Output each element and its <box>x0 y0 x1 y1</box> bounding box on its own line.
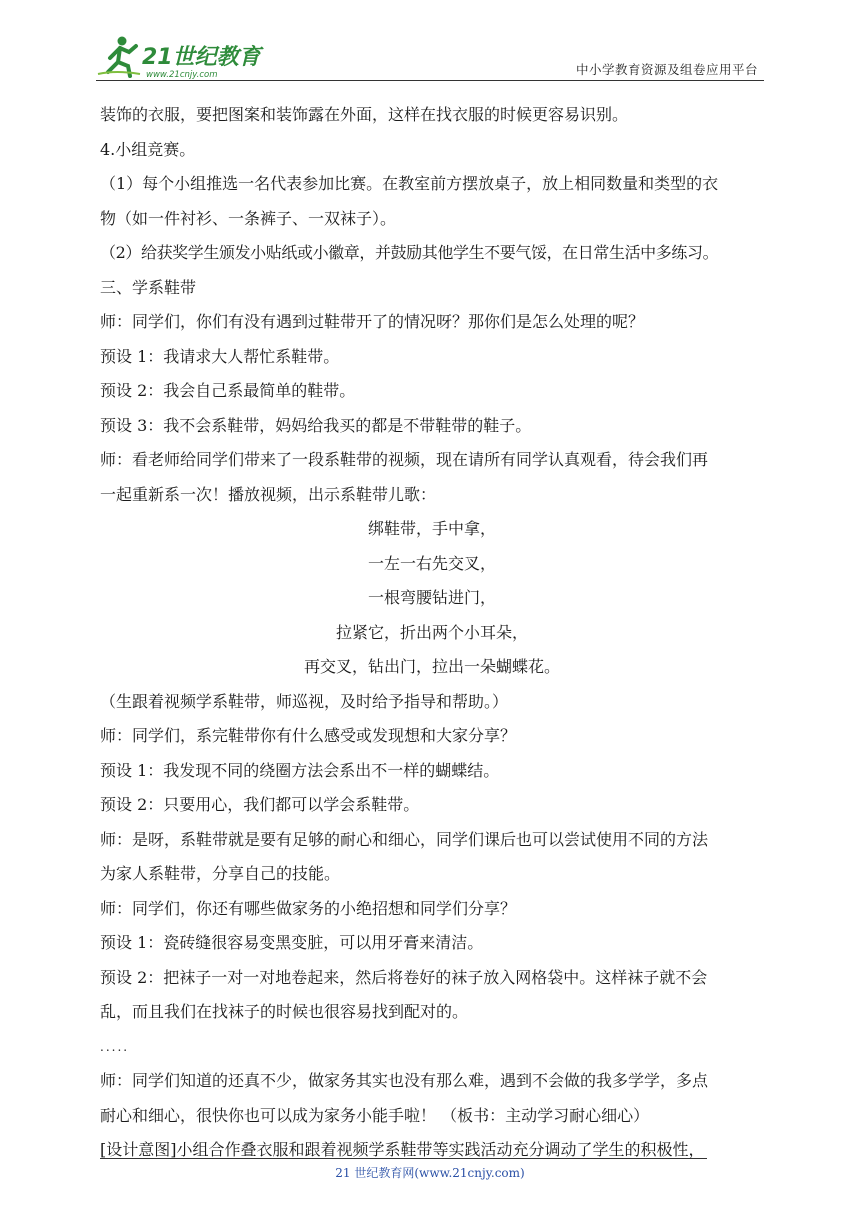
text-line: 师：同学们，你还有哪些做家务的小绝招想和同学们分享？ <box>100 898 517 918</box>
text-line: [设计意图]小组合作叠衣服和跟着视频学系鞋带等实践活动充分调动了学生的积极性， <box>100 1140 705 1159</box>
text-line: 预设 1：我请求大人帮忙系鞋带。 <box>100 346 340 366</box>
logo-text: 21世纪教育 <box>142 45 261 70</box>
logo <box>96 34 271 80</box>
text-line: 预设 3：我不会系鞋带，妈妈给我买的都是不带鞋带的鞋子。 <box>100 415 532 435</box>
poem-line: 绑鞋带，手中拿， <box>367 519 496 538</box>
text-line: （2）给获奖学生颁发小贴纸或小徽章，并鼓励其他学生不要气馁，在日常生活中多练习。 <box>100 243 719 262</box>
text-line: 耐心和细心，很快你也可以成为家务小能手啦！ （板书：主动学习耐心细心） <box>100 1105 650 1125</box>
footer-divider <box>100 1158 707 1159</box>
text-line: 师：同学们知道的还真不少，做家务其实也没有那么难，遇到不会做的我多学学，多点 <box>100 1071 709 1090</box>
text-line: 预设 1：我发现不同的绕圈方法会系出不一样的蝴蝶结。 <box>100 760 500 780</box>
text-line: 预设 2：只要用心，我们都可以学会系鞋带。 <box>100 795 420 814</box>
text-line: 师：同学们，系完鞋带你有什么感受或发现想和大家分享？ <box>100 726 517 745</box>
section-heading: 三、学系鞋带 <box>100 277 197 297</box>
text-line: 乱，而且我们在找袜子的时候也很容易找到配对的。 <box>100 1002 469 1021</box>
text-line: 装饰的衣服，要把图案和装饰露在外面，这样在找衣服的时候更容易识别。 <box>100 105 629 124</box>
document-body <box>100 98 764 1168</box>
text-line: 师：同学们，你们有没有遇到过鞋带开了的情况呀？那你们是怎么处理的呢？ <box>100 312 645 331</box>
poem-line: 再交叉，钻出门，拉出一朵蝴蝶花。 <box>303 657 560 676</box>
runner-icon <box>98 37 140 77</box>
text-line: 师：看老师给同学们带来了一段系鞋带的视频，现在请所有同学认真观看，待会我们再 <box>100 450 709 469</box>
header-divider <box>96 80 764 81</box>
text-line: （生跟着视频学系鞋带，师巡视，及时给予指导和帮助。） <box>100 691 509 711</box>
header-platform-text: 中小学教育资源及组卷应用平台 <box>575 62 758 77</box>
text-line: 为家人系鞋带，分享自己的技能。 <box>100 864 341 883</box>
footer-text: 21 世纪教育网(www.21cnjy.com) <box>335 1166 525 1180</box>
poem-line: 一根弯腰钻进门， <box>367 588 496 607</box>
text-line: 预设 1：瓷砖缝很容易变黑变脏，可以用牙膏来清洁。 <box>100 933 484 952</box>
text-line: 预设 2：把袜子一对一对地卷起来，然后将卷好的袜子放入网格袋中。这样袜子就不会 <box>100 967 708 987</box>
text-line: 师：是呀，系鞋带就是要有足够的耐心和细心，同学们课后也可以尝试使用不同的方法 <box>100 829 709 849</box>
section-heading: 4.小组竞赛。 <box>100 139 196 159</box>
text-line: （1）每个小组推选一名代表参加比赛。在教室前方摆放桌子，放上相同数量和类型的衣 <box>100 174 719 193</box>
text-line: 预设 2：我会自己系最简单的鞋带。 <box>100 381 356 400</box>
ellipsis-line: ..... <box>100 1039 130 1054</box>
page-header <box>96 34 764 82</box>
poem-line: 一左一右先交叉， <box>367 553 496 573</box>
text-line: 一起重新系一次！播放视频，出示系鞋带儿歌： <box>100 484 437 504</box>
poem-line: 拉紧它，折出两个小耳朵， <box>335 622 528 642</box>
text-line: 物（如一件衬衫、一条裤子、一双袜子）。 <box>100 208 397 228</box>
logo-url: www.21cnjy.com <box>146 70 218 80</box>
